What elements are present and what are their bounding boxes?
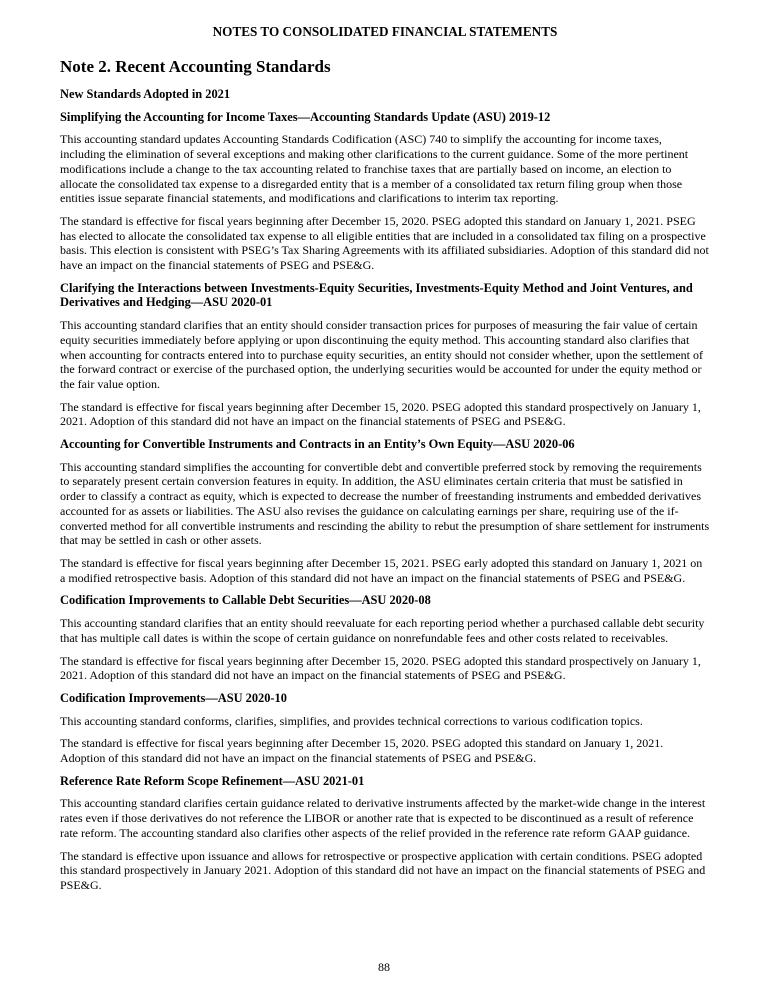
paragraph: The standard is effective for fiscal years beginning after December 15, 2021. PSEG early adopted this standard on January 1, 2021 on a modified retrospective basis. Adoption of this standard did not have an impact on the financial statements of PSEG and PSE&G.: [60, 555, 703, 585]
paragraph: This accounting standard conforms, clarifies, simplifies, and provides technical corrections to various codification topics.: [60, 713, 643, 728]
paragraph: The standard is effective for fiscal years beginning after December 15, 2020. PSEG adopted this standard on January 1, 2021. Adoption of this standard did not have an impact on the financial statements of PSEG and PSE&G.: [60, 736, 664, 766]
paragraph: The standard is effective for fiscal years beginning after December 15, 2020. PSEG adopted this standard prospectively on January 1, 2021. Adoption of this standard did not have an impact on the financial statements of PSEG and PSE&G.: [60, 399, 701, 429]
section-heading-asu-2020-01: Clarifying the Interactions between Investments-Equity Securities, Investments-Equity Method and Joint Ventures, and Derivatives and Hedging—ASU 2020-01: [60, 280, 693, 310]
document-header: NOTES TO CONSOLIDATED FINANCIAL STATEMENTS: [212, 24, 558, 39]
section-heading-asu-2019-12: Simplifying the Accounting for Income Taxes—Accounting Standards Update (ASU) 2019-12: [60, 109, 551, 124]
section-heading-asu-2021-01: Reference Rate Reform Scope Refinement—ASU 2021-01: [60, 773, 365, 788]
paragraph: This accounting standard clarifies that an entity should reevaluate for each reporting period whether a purchased callable debt security that has multiple call dates is within the scope of certain guidance on nonrefundable fees and other costs related to receivables.: [60, 616, 705, 645]
paragraph: The standard is effective for fiscal years beginning after December 15, 2020. PSEG adopted this standard on January 1, 2021. PSEG has elected to allocate the consolidated tax expense to all eligible entities that are included in a consolidated tax filing on a prospective basis. This election is consistent with PSEG’s Tax Sharing Agreements with its affiliated subsidiaries. Adoption of this standard did not have an impact on the financial statements of PSEG and PSE&G.: [60, 213, 709, 273]
paragraph: The standard is effective for fiscal years beginning after December 15, 2020. PSEG adopted this standard prospectively on January 1, 2021. Adoption of this standard did not have an impact on the financial statements of PSEG and PSE&G.: [60, 653, 701, 683]
page-number: 88: [378, 960, 390, 974]
note-title: Note 2. Recent Accounting Standards: [60, 57, 331, 76]
subheading-new-standards: New Standards Adopted in 2021: [60, 87, 231, 101]
paragraph: This accounting standard clarifies certain guidance related to derivative instruments affected by the market-wide change in the interest rates even if those derivatives do not reference the LIBOR or another rate that is expected to be discontinued as a result of reference rate reform. The accounting standard also clarifies other aspects of the relief provided in the reference rate reform GAAP guidance.: [60, 796, 706, 840]
section-heading-asu-2020-08: Codification Improvements to Callable Debt Securities—ASU 2020-08: [60, 593, 431, 608]
paragraph: This accounting standard updates Accounting Standards Codification (ASC) 740 to simplify the accounting for income taxes, including the elimination of several exceptions and making other clarifications to the current guidance. Some of the more pertinent modifications include a change to the tax accounting related to franchise taxes that are partially based on income, an election to allocate the consolidated tax expense to a disregarded entity that is a member of a consolidated tax return filing group when those entities issue separate financial statements, and modifications and clarifications to interim tax reporting.: [60, 132, 689, 206]
document-content: [60, 24, 710, 901]
section-heading-asu-2020-06: Accounting for Convertible Instruments and Contracts in an Entity’s Own Equity—ASU 2020-06: [60, 437, 575, 452]
paragraph: This accounting standard simplifies the accounting for convertible debt and convertible preferred stock by removing the requirements to separately present certain conversion features in equity. In addition, the ASU eliminates certain criteria that must be satisfied in order to classify a contract as equity, which is expected to decrease the number of freestanding instruments and embedded derivatives accounted for as assets or liabilities. The ASU also revises the guidance on calculating earnings per share, requiring use of the if-converted method for all convertible instruments and rescinding the ability to rebut the presumption of share settlement for instruments that may be settled in cash or other assets.: [60, 459, 710, 548]
section-heading-asu-2020-10: Codification Improvements—ASU 2020-10: [60, 690, 287, 705]
paragraph: This accounting standard clarifies that an entity should consider transaction prices for purposes of measuring the fair value of certain equity securities immediately before applying or upon discontinuing the equity method. This accounting standard also clarifies that when accounting for contracts entered into to purchase equity securities, an entity should not consider whether, upon the settlement of the forward contract or exercise of the purchased option, the underlying securities would be accounted for under the equity method or the fair value option.: [60, 318, 703, 391]
paragraph: The standard is effective upon issuance and allows for retrospective or prospective application with certain conditions. PSEG adopted this standard prospectively in January 2021. Adoption of this standard did not have an impact on the financial statements of PSEG and PSE&G.: [60, 848, 706, 892]
